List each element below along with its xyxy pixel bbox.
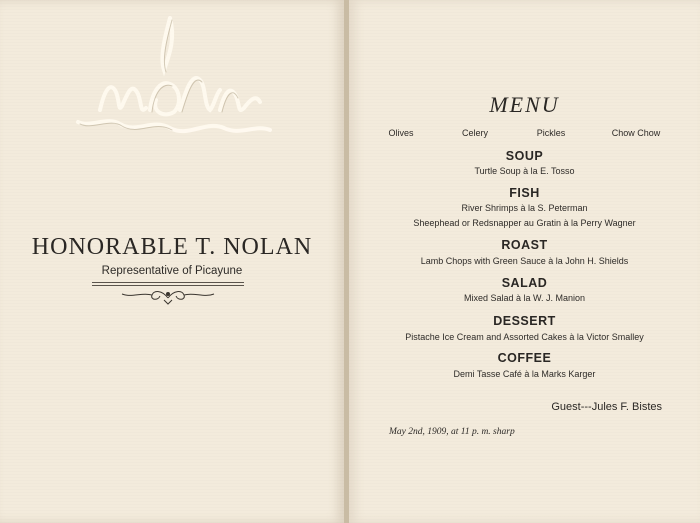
- menu-title: MENU: [489, 92, 560, 117]
- course-heading-salad: SALAD: [501, 276, 548, 290]
- ornamental-flourish: [118, 286, 218, 306]
- honoree-subtitle: Representative of Picayune: [101, 265, 243, 277]
- divider-rule: [92, 282, 244, 283]
- course-heading-fish: FISH: [509, 186, 540, 200]
- relish-item: Pickles: [536, 128, 566, 138]
- course-item: Demi Tasse Café à la Marks Karger: [453, 369, 596, 379]
- course-heading-soup: SOUP: [505, 149, 544, 163]
- guest-line: Guest---Jules F. Bistes: [551, 401, 662, 413]
- course-item: Turtle Soup à la E. Tosso: [474, 166, 575, 176]
- embossed-monogram-logo: [60, 10, 280, 145]
- course-item: River Shrimps à la S. Peterman: [461, 203, 588, 213]
- relish-item: Olives: [388, 128, 414, 138]
- course-item: Sheephead or Redsnapper au Gratin à la Perry Wagner: [413, 218, 636, 228]
- dateline: May 2nd, 1909, at 11 p. m. sharp: [389, 427, 515, 437]
- honoree-name: HONORABLE T. NOLAN: [31, 234, 313, 260]
- left-page: [0, 0, 344, 523]
- course-item: Mixed Salad à la W. J. Manion: [463, 293, 586, 303]
- course-heading-roast: ROAST: [501, 238, 548, 252]
- relish-item: Celery: [461, 128, 489, 138]
- course-heading-coffee: COFFEE: [497, 351, 552, 365]
- course-item: Lamb Chops with Green Sauce à la John H. Shields: [420, 256, 629, 266]
- course-item: Pistache Ice Cream and Assorted Cakes à la Victor Smalley: [405, 332, 644, 342]
- relish-item: Chow Chow: [611, 128, 661, 138]
- course-heading-dessert: DESSERT: [493, 314, 556, 328]
- right-page: [349, 0, 700, 523]
